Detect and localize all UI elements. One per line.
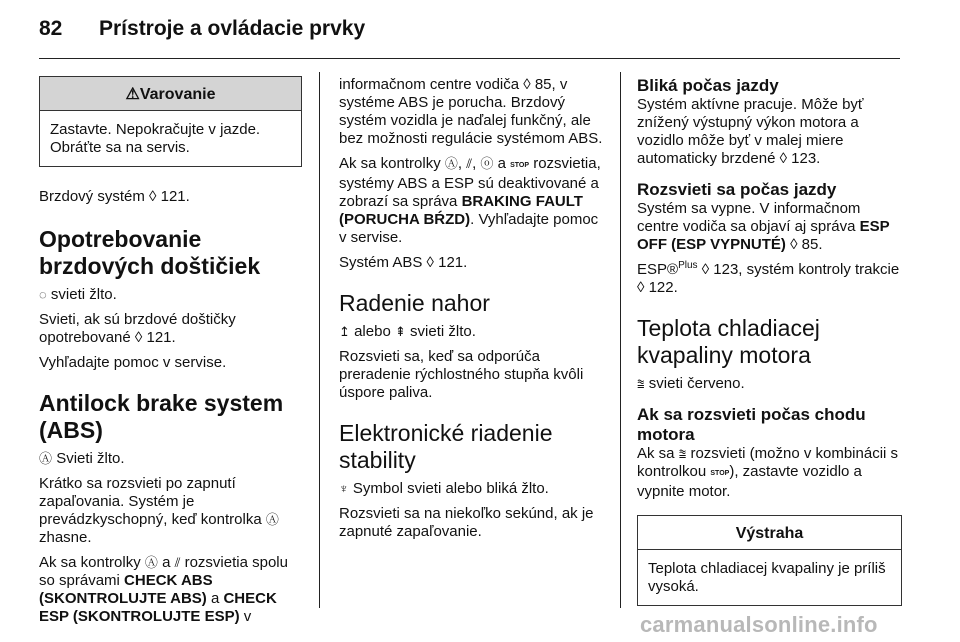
warning-box xyxy=(39,76,302,167)
blink-desc: Systém aktívne pracuje. Môže byť znížený výstupný výkon motora a vozidlo môže byť v malej miere automaticky brzdené ◊ 123. xyxy=(637,96,864,167)
stop-icon: STOP xyxy=(710,470,730,477)
abs-fault-desc: informačnom centre vodiča ◊ 85, v systéme ABS je porucha. Brzdový systém vozidla je naďalej funkčný, ale bez možnosti regulácie systémom ABS. xyxy=(339,76,603,147)
page-title: Prístroje a ovládacie prvky xyxy=(99,17,366,40)
esp-desc: Rozsvieti sa na niekoľko sekúnd, ak je zapnuté zapaľovanie. xyxy=(339,505,594,540)
upshift-status: ↥ alebo ⇞ svieti žlto. xyxy=(339,323,476,340)
coolant-temp-icon: ⩰ xyxy=(637,376,645,391)
warning-title: ⚠Varovanie xyxy=(40,77,301,111)
warning-text: Zastavte. Nepokračujte v jazde. Obráťte sa na servis. xyxy=(50,121,261,156)
lights-heading: Rozsvieti sa počas jazdy xyxy=(637,180,837,199)
brake-system-ref: Brzdový systém ◊ 121. xyxy=(39,188,190,205)
shift-up-alt-icon: ⇞ xyxy=(394,324,406,339)
engine-running-desc: Ak sa ⩰ rozsvieti (možno v kombinácii s kontrolkou STOP), zastavte vozidlo a vypnite motor. xyxy=(637,445,899,500)
brake-icon: ⓞ xyxy=(480,156,494,171)
header-rule xyxy=(39,58,900,59)
watermark-text: carmanualsonline.info xyxy=(640,612,878,637)
engine-running-heading: Ak sa rozsvieti počas chodu motora xyxy=(637,405,866,444)
abs-desc: Krátko sa rozsvieti po zapnutí zapaľovania. Systém je prevádzkyschopný, keď kontrolka Ⓐ zhasne. xyxy=(39,475,279,546)
upshift-heading: Radenie nahor xyxy=(339,290,490,316)
abs-heading: Antilock brake system (ABS) xyxy=(39,390,284,443)
upshift-desc: Rozsvieti sa, keď sa odporúča preradenie rýchlostného stupňa kvôli úspore paliva. xyxy=(339,348,584,401)
caution-text: Teplota chladiacej kvapaliny je príliš vysoká. xyxy=(648,560,886,595)
caution-title: Výstraha xyxy=(638,516,901,550)
stop-icon: STOP xyxy=(510,162,530,169)
warning-triangle-icon: ⚠ xyxy=(125,86,140,103)
brake-fault-desc: Ak sa kontrolky Ⓐ, ⫽, ⓞ a STOP rozsvietia, systémy ABS a ESP sú deaktivované a zobrazí sa správa BRAKING FAULT (PORUCHA BŔZD). Vyhľadajte pomoc v servise. xyxy=(339,155,601,246)
abs-system-ref: Systém ABS ◊ 121. xyxy=(339,254,468,271)
brake-pads-heading: Opotrebovanie brzdových doštičiek xyxy=(39,226,261,279)
page-header xyxy=(39,17,366,40)
brake-pads-service: Vyhľadajte pomoc v servise. xyxy=(39,354,227,371)
abs-icon: Ⓐ xyxy=(265,512,279,527)
brake-pad-wear-icon: ◌ xyxy=(39,287,47,302)
abs-icon: Ⓐ xyxy=(144,555,158,570)
lights-desc: Systém sa vypne. V informačnom centre vodiča sa objaví aj správa ESP OFF (ESP VYPNUTÉ) ◊ 85. xyxy=(637,200,890,253)
column-divider-1 xyxy=(319,72,320,608)
esp-status: ♆ Symbol svieti alebo bliká žlto. xyxy=(339,480,549,497)
column-2 xyxy=(339,76,606,548)
abs-icon: Ⓐ xyxy=(39,451,53,466)
coolant-temp-icon: ⩰ xyxy=(678,446,687,461)
page-number: 82 xyxy=(39,17,63,40)
esp-icon: ⫽ xyxy=(466,156,473,171)
caution-box xyxy=(637,515,902,606)
esp-plus-ref: ESP®$^{Plus}$ ◊ 123, systém kontroly trakcie ◊ 122. xyxy=(637,260,900,296)
esp-car-icon: ♆ xyxy=(339,481,349,496)
coolant-status: ⩰ svieti červeno. xyxy=(637,375,745,392)
esp-heading: Elektronické riadenie stability xyxy=(339,420,553,473)
blink-heading: Bliká počas jazdy xyxy=(637,76,779,95)
brake-pads-desc: Svieti, ak sú brzdové doštičky opotrebované ◊ 121. xyxy=(39,311,236,346)
column-1 xyxy=(39,76,302,633)
abs-icon: Ⓐ xyxy=(444,156,458,171)
esp-icon: ⫽ xyxy=(174,555,181,570)
abs-messages: Ak sa kontrolky Ⓐ a ⫽ rozsvietia spolu so správami CHECK ABS (SKONTROLUJTE ABS) a CHECK ESP (SKONTROLUJTE ESP) v xyxy=(39,554,288,625)
brake-pads-status: ◌ svieti žlto. xyxy=(39,286,117,303)
abs-status: Ⓐ Svieti žlto. xyxy=(39,450,125,467)
shift-up-icon: ↥ xyxy=(339,324,350,339)
column-3 xyxy=(637,76,902,606)
column-divider-2 xyxy=(620,72,621,608)
coolant-heading: Teplota chladiacej kvapaliny motora xyxy=(637,315,820,368)
